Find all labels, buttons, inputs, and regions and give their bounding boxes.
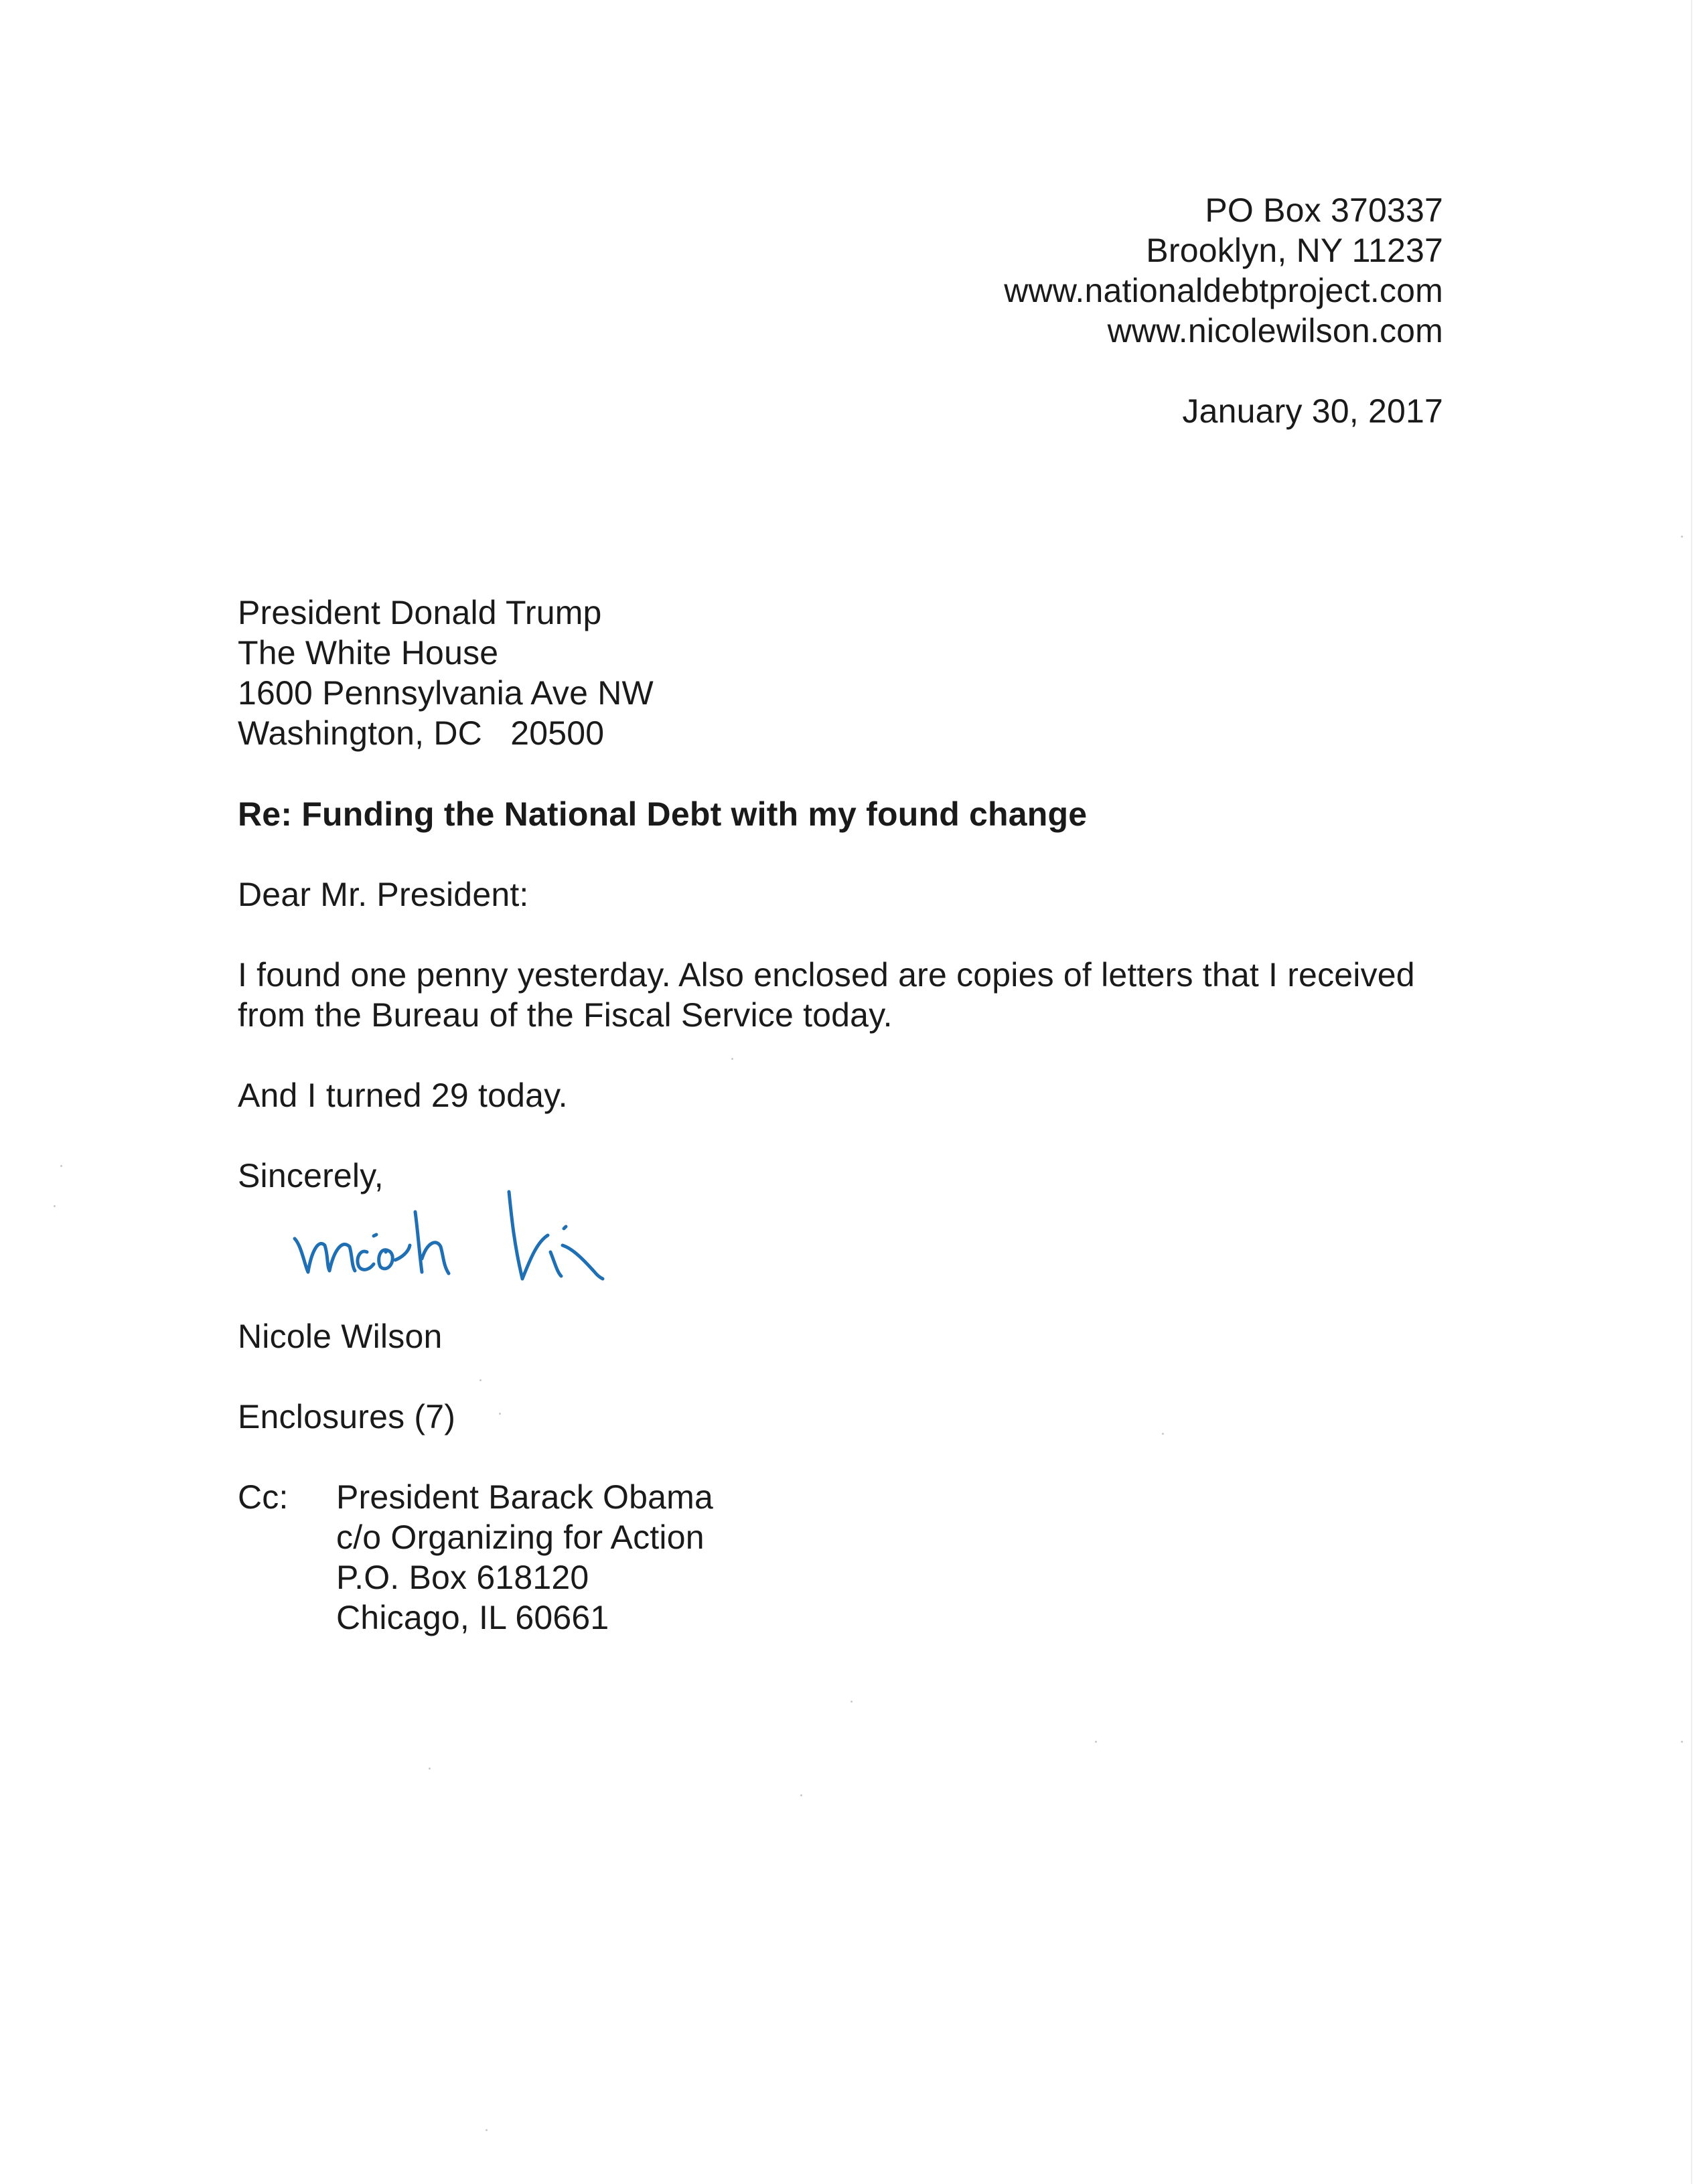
recipient-name: President Donald Trump (238, 594, 602, 631)
date-block (1182, 391, 1443, 431)
closing: Sincerely, (238, 1157, 384, 1194)
handwritten-signature (288, 1172, 690, 1299)
signer-name: Nicole Wilson (238, 1318, 443, 1355)
cc-line-3: P.O. Box 618120 (336, 1559, 589, 1596)
recipient-org: The White House (238, 634, 499, 672)
cc-line-1: President Barack Obama (336, 1478, 713, 1516)
scan-speck (851, 1701, 853, 1703)
cc-label: Cc: (238, 1478, 289, 1516)
scan-speck (1095, 1741, 1097, 1743)
body-paragraph-1-line-2: from the Bureau of the Fiscal Service today. (238, 996, 893, 1034)
cc-line-2: c/o Organizing for Action (336, 1518, 705, 1556)
body-paragraph-2: And I turned 29 today. (238, 1077, 568, 1114)
scan-speck (1162, 1433, 1164, 1435)
scan-speck (499, 1413, 501, 1415)
recipient-street: 1600 Pennsylvania Ave NW (238, 674, 654, 712)
scan-speck (731, 1058, 733, 1060)
scan-speck (60, 1165, 62, 1167)
body-paragraph-1-line-1: I found one penny yesterday. Also enclosed are copies of letters that I received (238, 956, 1415, 994)
scan-speck (54, 1205, 56, 1207)
recipient-city: Washington, DC 20500 (238, 714, 605, 752)
enclosures: Enclosures (7) (238, 1398, 456, 1435)
salutation: Dear Mr. President: (238, 876, 529, 913)
sender-website-2: www.nicolewilson.com (1107, 312, 1443, 349)
scan-speck (486, 2129, 488, 2131)
scan-speck (1681, 1741, 1683, 1743)
sender-address-block (1004, 190, 1443, 351)
scan-speck (429, 1768, 431, 1770)
sender-po-box: PO Box 370337 (1205, 191, 1443, 229)
sender-city: Brooklyn, NY 11237 (1146, 232, 1443, 269)
letter-date: January 30, 2017 (1182, 392, 1443, 430)
scan-speck (1681, 536, 1683, 538)
scan-speck (800, 1794, 802, 1796)
scan-edge (1691, 0, 1692, 2184)
sender-website-1: www.nationaldebtproject.com (1004, 272, 1443, 309)
scan-speck (479, 1379, 482, 1381)
subject-line: Re: Funding the National Debt with my found change (238, 795, 1088, 833)
cc-line-4: Chicago, IL 60661 (336, 1599, 609, 1636)
